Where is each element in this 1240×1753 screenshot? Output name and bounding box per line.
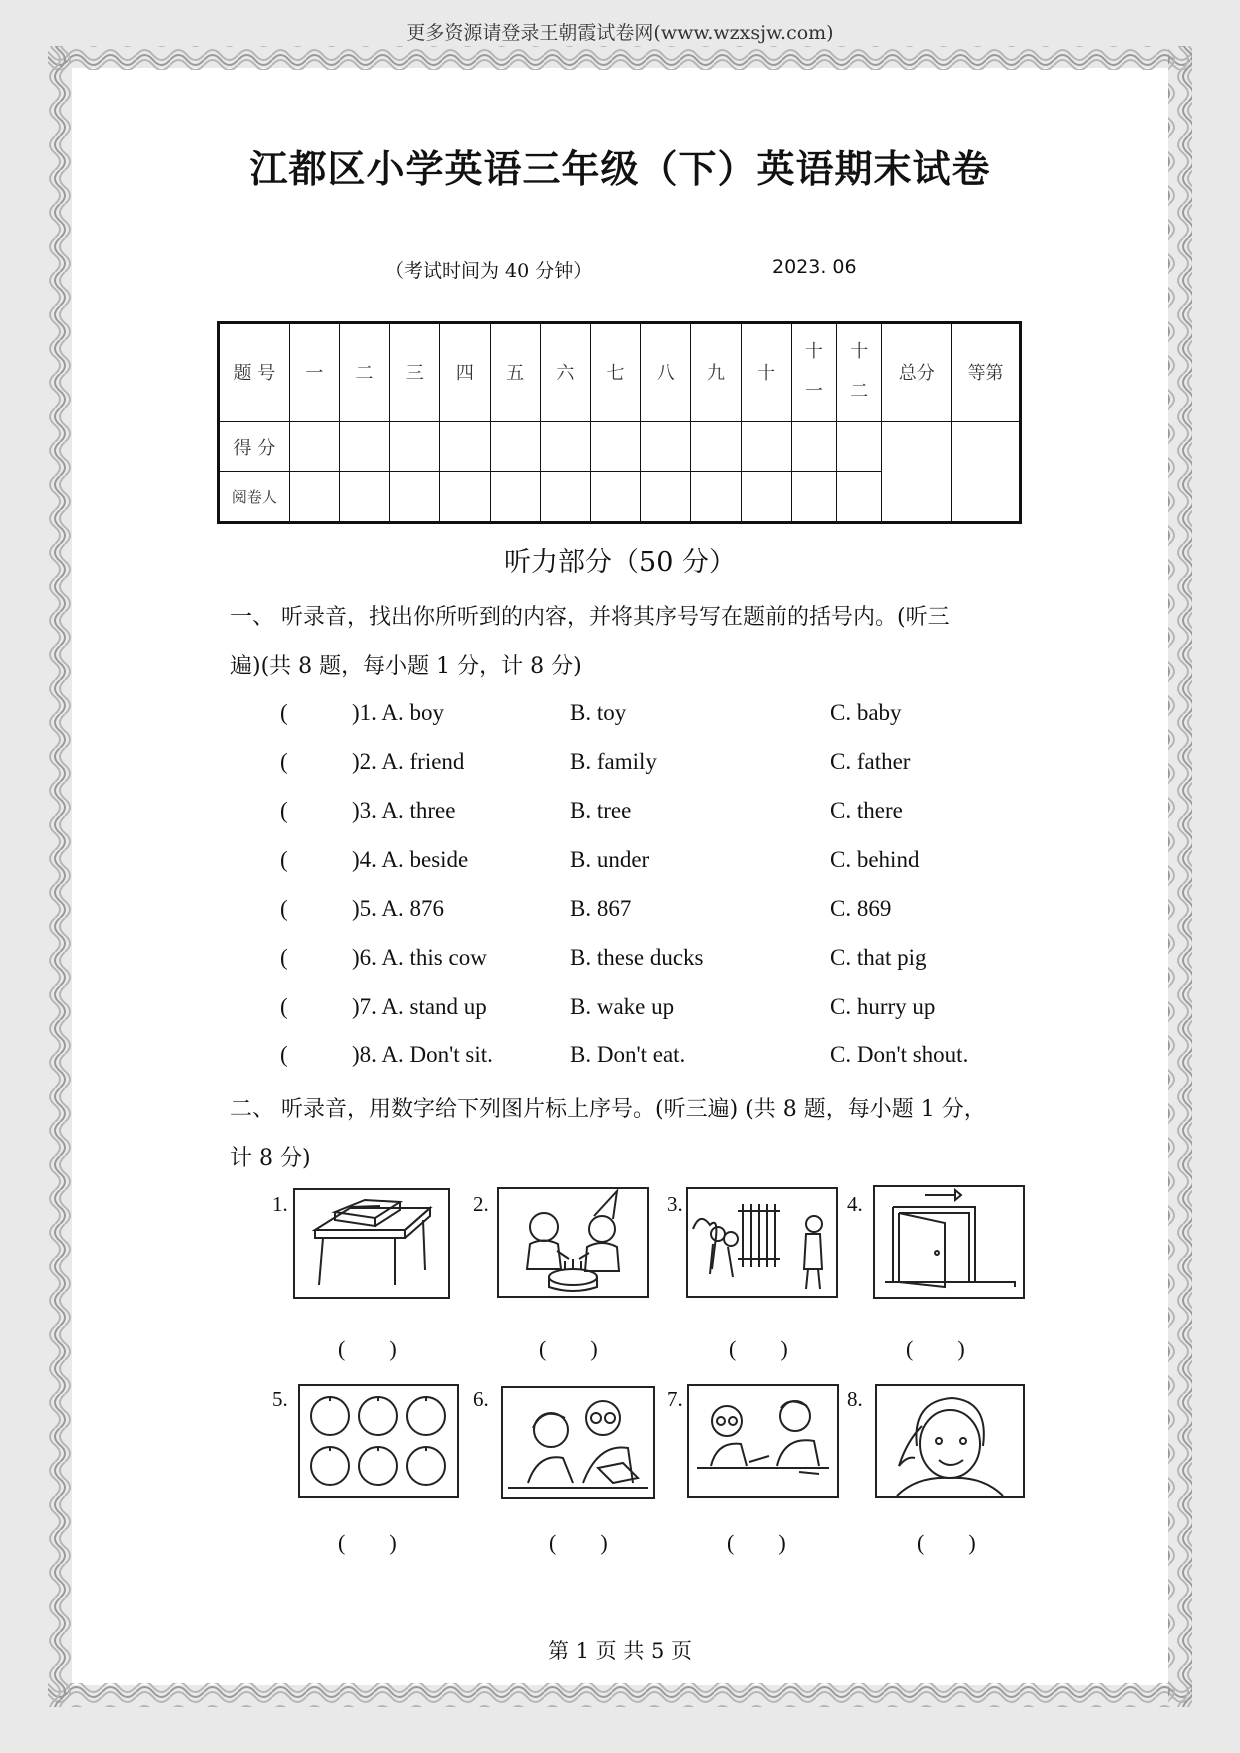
col-header-11: [791, 323, 836, 422]
col-header-total: 总分: [882, 323, 952, 422]
grader-cell[interactable]: [741, 472, 791, 523]
score-cell[interactable]: [837, 421, 882, 472]
option-b: B. toy: [570, 700, 627, 725]
grader-cell[interactable]: [390, 472, 440, 523]
col-header-9: 九: [691, 323, 741, 422]
col-header-7: 七: [590, 323, 640, 422]
score-cell[interactable]: [289, 421, 339, 472]
option-a: )6. A. this cow: [352, 945, 487, 970]
col-header-8: 八: [641, 323, 691, 422]
score-cell[interactable]: [490, 421, 540, 472]
answer-paren[interactable]: (: [280, 700, 288, 725]
picture-birthday-cake: [497, 1187, 649, 1298]
grader-cell[interactable]: [490, 472, 540, 523]
col-11-top: 十: [804, 341, 823, 363]
option-b: B. wake up: [570, 994, 675, 1019]
picture-kids-at-desk: [687, 1384, 839, 1498]
score-cell[interactable]: [691, 421, 741, 472]
section1-instruction-line1: 一、 听录音，找出你所听到的内容，并将其序号写在题前的括号内。(听三: [230, 605, 950, 630]
grader-cell[interactable]: [590, 472, 640, 523]
answer-blank[interactable]: ( ): [549, 1530, 608, 1555]
answer-blank[interactable]: ( ): [338, 1336, 397, 1361]
answer-blank[interactable]: ( ): [727, 1530, 786, 1555]
exam-date: 2023. 06: [772, 256, 857, 278]
grader-cell[interactable]: [791, 472, 836, 523]
grader-cell[interactable]: [641, 472, 691, 523]
answer-paren[interactable]: (: [280, 994, 288, 1019]
answer-blank[interactable]: ( ): [539, 1336, 598, 1361]
option-a: )4. A. beside: [352, 847, 469, 872]
col-header-grade: 等第: [952, 323, 1021, 422]
picture-number: 4.: [847, 1192, 863, 1216]
listening-section-title: 听力部分（50 分）: [504, 547, 736, 578]
picture-kids-at-fence: [686, 1187, 838, 1298]
option-c: C. 869: [830, 896, 892, 921]
col-header-3: 三: [390, 323, 440, 422]
answer-blank[interactable]: ( ): [338, 1530, 397, 1555]
picture-number: 7.: [667, 1387, 683, 1411]
score-cell[interactable]: [540, 421, 590, 472]
answer-paren[interactable]: (: [280, 896, 288, 921]
option-a: )1. A. boy: [352, 700, 444, 725]
grade-cell[interactable]: [952, 421, 1021, 522]
option-c: C. behind: [830, 847, 920, 872]
col-header-2: 二: [339, 323, 389, 422]
picture-desk-with-box: [293, 1188, 450, 1299]
page-footer: 第 1 页 共 5 页: [547, 1639, 693, 1663]
section2-instruction-line1: 二、 听录音，用数字给下列图片标上序号。(听三遍) (共 8 题，每小题 1 分，: [230, 1097, 986, 1122]
picture-number: 3.: [667, 1192, 683, 1216]
answer-paren[interactable]: (: [280, 945, 288, 970]
col-header-5: 五: [490, 323, 540, 422]
picture-smiling-girl: [875, 1384, 1025, 1498]
col-header-12: [837, 323, 882, 422]
col-header-1: 一: [289, 323, 339, 422]
total-score-cell[interactable]: [882, 421, 952, 522]
col-header-4: 四: [440, 323, 490, 422]
option-b: B. under: [570, 847, 650, 872]
col-12-bottom: 二: [850, 381, 869, 403]
answer-paren[interactable]: (: [280, 847, 288, 872]
option-b: B. these ducks: [570, 945, 704, 970]
picture-number: 5.: [272, 1387, 288, 1411]
grader-cell[interactable]: [289, 472, 339, 523]
page-title: 江都区小学英语三年级（下）英语期末试卷: [249, 147, 991, 191]
score-table: [217, 321, 1022, 524]
picture-number: 2.: [473, 1192, 489, 1216]
score-cell[interactable]: [339, 421, 389, 472]
grader-cell[interactable]: [691, 472, 741, 523]
option-c: C. hurry up: [830, 994, 936, 1019]
score-cell[interactable]: [590, 421, 640, 472]
answer-paren[interactable]: (: [280, 749, 288, 774]
score-cell[interactable]: [741, 421, 791, 472]
picture-number: 6.: [473, 1387, 489, 1411]
grader-cell[interactable]: [837, 472, 882, 523]
option-a: )8. A. Don't sit.: [352, 1042, 493, 1067]
option-a: )3. A. three: [352, 798, 456, 823]
section2-instruction-line2: 计 8 分): [230, 1146, 311, 1171]
option-c: C. there: [830, 798, 903, 823]
row-label-score: 得 分: [219, 421, 290, 472]
col-11-bottom: 一: [804, 381, 823, 403]
answer-blank[interactable]: ( ): [729, 1336, 788, 1361]
score-cell[interactable]: [440, 421, 490, 472]
col-header-6: 六: [540, 323, 590, 422]
option-a: )5. A. 876: [352, 896, 444, 921]
grader-cell[interactable]: [339, 472, 389, 523]
option-a: )7. A. stand up: [352, 994, 487, 1019]
exam-time: （考试时间为 40 分钟）: [385, 260, 593, 282]
header-note: 更多资源请登录王朝霞试卷网(www.wzxsjw.com): [406, 22, 834, 44]
picture-kids-reading: [501, 1386, 655, 1499]
answer-blank[interactable]: ( ): [917, 1530, 976, 1555]
option-a: )2. A. friend: [352, 749, 465, 774]
answer-paren[interactable]: (: [280, 1042, 288, 1067]
grader-cell[interactable]: [540, 472, 590, 523]
col-header-10: 十: [741, 323, 791, 422]
picture-open-door: [873, 1185, 1025, 1299]
row-label-grader: 阅卷人: [219, 472, 290, 523]
option-b: B. 867: [570, 896, 632, 921]
option-b: B. tree: [570, 798, 632, 823]
score-cell[interactable]: [390, 421, 440, 472]
option-b: B. family: [570, 749, 657, 774]
option-c: C. baby: [830, 700, 902, 725]
col-12-top: 十: [850, 341, 869, 363]
answer-paren[interactable]: (: [280, 798, 288, 823]
score-cell[interactable]: [641, 421, 691, 472]
grader-cell[interactable]: [440, 472, 490, 523]
option-c: C. father: [830, 749, 911, 774]
picture-number: 1.: [272, 1192, 288, 1216]
picture-number: 8.: [847, 1387, 863, 1411]
option-c: C. that pig: [830, 945, 927, 970]
picture-six-oranges: [298, 1384, 459, 1498]
answer-blank[interactable]: ( ): [906, 1336, 965, 1361]
section1-instruction-line2: 遍)(共 8 题，每小题 1 分，计 8 分): [230, 654, 582, 679]
row-label-question-no: 题 号: [219, 323, 290, 422]
option-c: C. Don't shout.: [830, 1042, 969, 1067]
score-cell[interactable]: [791, 421, 836, 472]
option-b: B. Don't eat.: [570, 1042, 686, 1067]
